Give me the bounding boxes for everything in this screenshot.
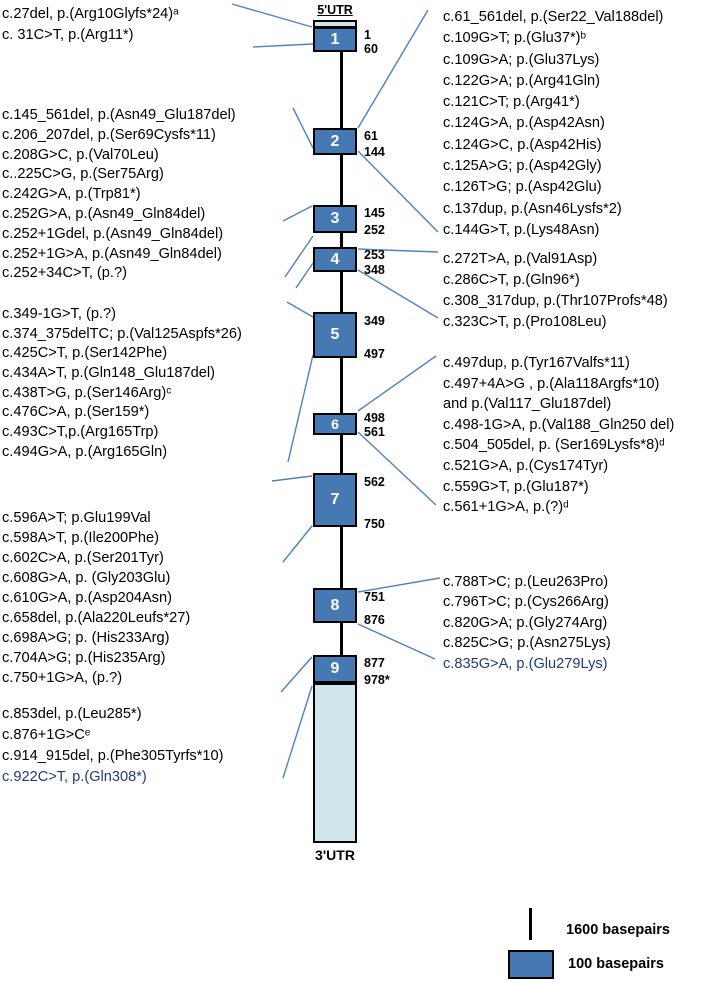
callout-line [358, 270, 438, 318]
mutation-entry: c.476C>A, p.(Ser159*) [2, 404, 150, 421]
mutation-entry: c.608G>A, p. (Gly203Glu) [2, 570, 171, 586]
mutation-entry: c.704A>G; p.(His235Arg) [2, 650, 166, 666]
callout-line [272, 476, 312, 481]
mutation-entry: c.349-1G>T, (p.?) [2, 306, 116, 322]
mutation-block-right-exon4 [443, 249, 668, 333]
mutation-entry: c.853del, p.(Leu285*) [2, 706, 142, 722]
mutation-entry: c.835G>A, p.(Glu279Lys) [443, 655, 608, 672]
mutation-entry: c.252+1G>A, p.(Asn49_Gln84del) [2, 245, 222, 262]
mutation-entry: c.602C>A, p.(Ser201Tyr) [2, 550, 164, 566]
mutation-entry: c.286C>T, p.(Gln96*) [443, 272, 580, 288]
exon-box-8 [313, 588, 357, 623]
mutation-block-left-exon1 [2, 4, 179, 46]
exon-7-end: 750 [364, 517, 385, 531]
mutation-block-left-exon5 [2, 305, 242, 463]
exon-number: 6 [331, 416, 339, 432]
mutation-entry: c.27del, p.(Arg10Glyfs*24)ᵃ [2, 6, 179, 22]
exon-number: 9 [330, 660, 340, 677]
mutation-entry: c.521G>A, p.(Cys174Tyr) [443, 457, 609, 474]
mutation-entry: c.374_375delTC; p.(Val125Aspfs*26) [2, 325, 242, 342]
exon-box-5 [313, 312, 357, 358]
mutation-entry: c.493C>T,p.(Arg165Trp) [2, 424, 159, 441]
mutation-entry: c.145_561del, p.(Asn49_Glu187del) [2, 107, 236, 123]
mutation-block-right-exon6 [443, 353, 674, 518]
mutation-entry: c.308_317dup, p.(Thr107Profs*48) [443, 293, 668, 309]
mutation-entry: c.796T>C; p.(Cys266Arg) [443, 594, 609, 611]
mutation-entry: c..225C>G, p.(Ser75Arg) [2, 166, 164, 183]
exon-2-start: 61 [364, 129, 378, 143]
mutation-entry: c.121C>T; p.(Arg41*) [443, 94, 580, 111]
mutation-entry: c.206_207del, p.(Ser69Cysfs*11) [2, 126, 216, 143]
callout-line [232, 4, 312, 27]
mutation-entry: c.876+1G>Cᵉ [2, 727, 91, 743]
mutation-entry: c.750+1G>A, (p.?) [2, 670, 123, 686]
mutation-entry: c.497+4A>G , p.(Ala118Argfs*10) [443, 375, 660, 392]
exon-5-end: 497 [364, 347, 385, 361]
exon-number: 5 [330, 326, 340, 343]
legend-exon-swatch [508, 950, 554, 979]
mutation-entry: c.434A>T, p.(Gln148_Glu187del) [2, 365, 215, 382]
callout-line [283, 686, 312, 778]
exon-6-end: 561 [364, 425, 385, 439]
mutation-entry: c.610G>A, p.(Asp204Asn) [2, 590, 172, 606]
exon-number: 1 [330, 30, 340, 48]
mutation-entry: c.252+1Gdel, p.(Asn49_Gln84del) [2, 225, 224, 242]
mutation-entry: c.559G>T, p.(Glu187*) [443, 478, 589, 495]
mutation-entry: c.124G>A, p.(Asp42Asn) [443, 115, 605, 132]
exon-box-2 [313, 128, 357, 155]
exon-2-end: 144 [364, 145, 385, 159]
mutation-entry: c.914_915del, p.(Phe305Tyrfs*10) [2, 748, 224, 764]
callout-line [281, 657, 312, 692]
mutation-entry: c.109G>T; p.(Glu37*)ᵇ [443, 30, 587, 47]
callout-line [283, 206, 312, 221]
mutation-entry: c.504_505del, p. (Ser169Lysfs*8)ᵈ [443, 437, 665, 454]
mutation-entry: c.438T>G, p.(Ser146Arg)ᶜ [2, 384, 172, 401]
callout-line [358, 356, 436, 411]
exon-box-9 [313, 655, 357, 683]
mutation-entry: c.498-1G>A, p.(Val188_Gln250 del) [443, 416, 675, 433]
callout-line [288, 355, 313, 462]
mutation-entry: c.658del, p.(Ala220Leufs*27) [2, 610, 191, 626]
exon-box-1 [313, 27, 357, 52]
exon-8-end: 876 [364, 613, 385, 627]
callout-line [293, 108, 313, 148]
mutation-entry: c.922C>T, p.(Gln308*) [2, 769, 147, 785]
mutation-entry: c.272T>A, p.(Val91Asp) [443, 251, 598, 267]
legend-box-label: 100 basepairs [568, 956, 664, 972]
exon-number: 2 [330, 132, 340, 150]
mutation-entry: c.825C>G; p.(Asn275Lys) [443, 635, 611, 652]
mutation-block-right-exon2 [443, 7, 663, 241]
mutation-entry: c.144G>T, p.(Lys48Asn) [443, 221, 600, 238]
exon-number: 8 [330, 596, 340, 614]
mutation-entry: c.425C>T, p.(Ser142Phe) [2, 345, 168, 362]
mutation-entry: c.323C>T, p.(Pro108Leu) [443, 314, 607, 330]
mutation-block-left-exon3 [2, 106, 236, 284]
legend-scale-line [529, 908, 532, 940]
exon-1-start: 1 [364, 28, 371, 42]
exon-8-start: 751 [364, 590, 385, 604]
callout-line [283, 526, 312, 562]
exon-number: 3 [330, 210, 340, 227]
exon-box-3 [313, 205, 357, 233]
mutation-block-left-exon9 [2, 704, 224, 788]
exon-5-start: 349 [364, 314, 385, 328]
mutation-entry: c.598A>T, p.(Ile200Phe) [2, 530, 159, 546]
mutation-entry: c. 31C>T, p.(Arg11*) [2, 27, 134, 43]
exon-9-start: 877 [364, 656, 385, 670]
mutation-entry: c.497dup, p.(Tyr167Valfs*11) [443, 355, 630, 371]
callout-line [285, 236, 313, 277]
exon-box-7 [313, 473, 357, 527]
exon-7-start: 562 [364, 475, 385, 489]
mutation-entry: c.252G>A, p.(Asn49_Gln84del) [2, 205, 206, 222]
exon-9-end: 978* [364, 673, 390, 687]
legend-line-label: 1600 basepairs [566, 922, 670, 938]
utr5-label: 5'UTR [317, 3, 353, 17]
exon-4-start: 253 [364, 248, 385, 262]
mutation-entry: c.122G>A; p.(Arg41Gln) [443, 72, 600, 89]
exon-3-end: 252 [364, 223, 385, 237]
mutation-entry: c.698A>G; p. (His233Arg) [2, 630, 170, 646]
mutation-entry: c.137dup, p.(Asn46Lysfs*2) [443, 200, 622, 217]
exon-number: 7 [330, 491, 340, 508]
exon-3-start: 145 [364, 206, 385, 220]
exon-1-end: 60 [364, 42, 378, 56]
callout-line [296, 263, 313, 288]
mutation-block-right-exon8 [443, 572, 611, 674]
callout-line [253, 44, 313, 47]
mutation-entry: c.820G>A; p.(Gly274Arg) [443, 614, 608, 631]
mutation-entry: c.124G>C, p.(Asp42His) [443, 136, 602, 153]
mutation-entry: c.61_561del, p.(Ser22_Val188del) [443, 9, 664, 25]
mutation-entry: c.494G>A, p.(Arg165Gln) [2, 443, 168, 460]
mutation-entry: c.788T>C; p.(Leu263Pro) [443, 574, 609, 590]
mutation-entry: c.561+1G>A, p.(?)ᵈ [443, 499, 569, 516]
exon-4-end: 348 [364, 263, 385, 277]
mutation-entry: c.242G>A, p.(Trp81*) [2, 186, 141, 203]
callout-line [287, 302, 313, 317]
exon-6-start: 498 [364, 411, 385, 425]
callout-line [358, 432, 436, 505]
mutation-entry: and p.(Val117_Glu187del) [443, 396, 612, 413]
mutation-entry: c.208G>C, p.(Val70Leu) [2, 146, 159, 163]
mutation-block-left-exon7 [2, 508, 190, 688]
exon-box-4 [313, 247, 357, 272]
utr3-box [313, 683, 357, 843]
mutation-entry: c.596A>T; p.Glu199Val [2, 510, 151, 526]
callout-line [358, 624, 435, 659]
utr3-label: 3'UTR [315, 847, 355, 863]
mutation-entry: c.125A>G; p.(Asp42Gly) [443, 158, 602, 175]
mutation-entry: c.252+34C>T, (p.?) [2, 265, 127, 282]
mutation-entry: c.126T>G; p.(Asp42Glu) [443, 179, 602, 196]
exon-number: 4 [330, 250, 340, 268]
exon-box-6 [313, 413, 357, 435]
mutation-entry: c.109G>A; p.(Glu37Lys) [443, 51, 600, 68]
